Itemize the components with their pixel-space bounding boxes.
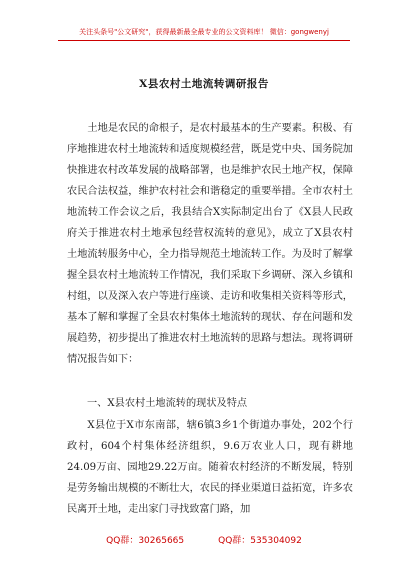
header-divider — [58, 40, 350, 41]
section-heading: 一、X县农村土地流转的现状及特点 — [87, 398, 248, 409]
body-paragraph: X县位于X市东南部，辖6镇3乡1个街道办事处，202个行政村，604个村集体经济组织，9.6万农业人口，现有耕地24.09万亩、园地29.22万亩。随着农村经济的不断发展，特别是劳务输出规模的不断壮大，农民的择业渠道日益拓宽，许多农民离开土地，走出家门寻找致富门路，加 — [67, 420, 353, 515]
body-paragraph-2-container — [67, 415, 353, 520]
header-banner: 关注头条号"公文研究"，获得最新最全最专业的公文资料库！ 微信：gongwenyj — [79, 28, 329, 36]
body-paragraph: 土地是农民的命根子，是农村最基本的生产要素。积极、有序地推进农村土地流转和适度规模经营，既是党中央、国务院加快推进农村改革发展的战略部署，也是维护农民土地产权，保障农民合法权益，维护农村社会和谐稳定的重要举措。全市农村土地流转工作会议之后，我县结合X实际制定出台了《X县人民政府关于推进农村土地承包经营权流转的意见》，成立了X县农村土地流转服务中心，全力指导规范土地流转工作。为及时了解掌握全县农村土地流转工作情况，我们采取下乡调研、深入乡镇和村组，以及深入农户等进行座谈、走访和收集相关资料等形式，基本了解和掌握了全县农村集体土地流转的现状、存在问题和发展趋势，初步提出了推进农村土地流转的思路与想法。现将调研情况报告如下： — [67, 123, 353, 365]
document-title: X县农村土地流转调研报告 — [139, 78, 269, 90]
footer-qq-group-2: QQ群：535304092 — [218, 536, 302, 546]
footer-qq-group-1: QQ群：30265665 — [106, 536, 185, 546]
footer-contact — [0, 533, 408, 546]
body-paragraph-1-container — [67, 118, 353, 370]
